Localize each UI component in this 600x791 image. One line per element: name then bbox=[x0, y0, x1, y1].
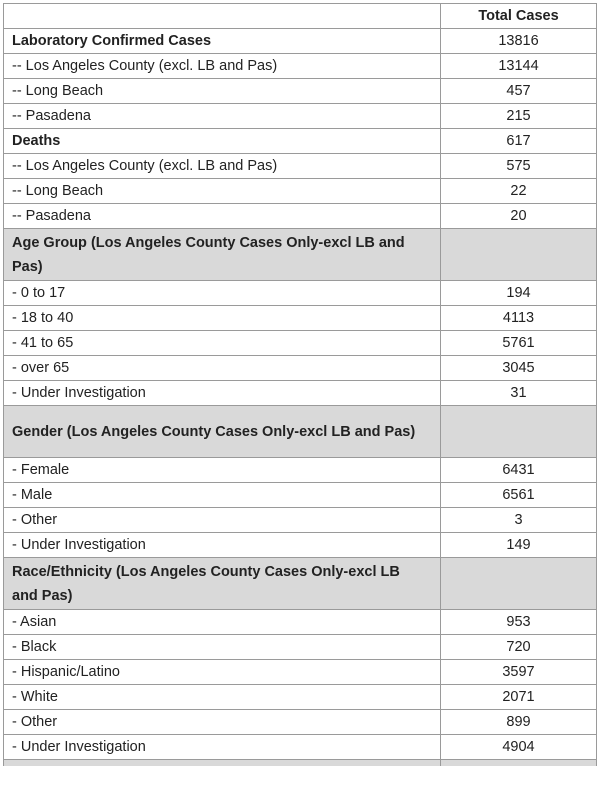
table-row bbox=[4, 154, 597, 179]
table-row bbox=[4, 179, 597, 204]
row-total-cases-value: 617 bbox=[441, 129, 597, 154]
row-label: - Under Investigation bbox=[4, 533, 441, 558]
table-row bbox=[4, 104, 597, 129]
row-total-cases-value: 953 bbox=[441, 610, 597, 635]
row-label: -- Los Angeles County (excl. LB and Pas) bbox=[4, 154, 441, 179]
row-label: - 0 to 17 bbox=[4, 281, 441, 306]
row-label: - Black bbox=[4, 635, 441, 660]
row-label: - Hispanic/Latino bbox=[4, 660, 441, 685]
row-total-cases-value: 575 bbox=[441, 154, 597, 179]
row-total-cases-value: 6561 bbox=[441, 483, 597, 508]
table-category-row bbox=[4, 129, 597, 154]
table-row bbox=[4, 533, 597, 558]
section-header-row bbox=[4, 229, 597, 281]
row-label: -- Los Angeles County (excl. LB and Pas) bbox=[4, 54, 441, 79]
section-header-label: Race/Ethnicity (Los Angeles County Cases Only-excl LB and Pas) bbox=[12, 563, 400, 604]
table-row bbox=[4, 508, 597, 533]
partial-cell bbox=[4, 760, 441, 766]
row-label: - over 65 bbox=[4, 356, 441, 381]
section-header-label: Gender (Los Angeles County Cases Only-excl LB and Pas) bbox=[12, 423, 416, 440]
table-row bbox=[4, 331, 597, 356]
table-body bbox=[4, 29, 597, 766]
row-label: - Asian bbox=[4, 610, 441, 635]
section-header-value bbox=[441, 406, 597, 458]
row-label: - Other bbox=[4, 710, 441, 735]
table-row bbox=[4, 710, 597, 735]
row-label: - Male bbox=[4, 483, 441, 508]
total-cases-table bbox=[3, 3, 597, 766]
table-row bbox=[4, 635, 597, 660]
table-row bbox=[4, 483, 597, 508]
row-total-cases-value: 3045 bbox=[441, 356, 597, 381]
row-total-cases-value: 2071 bbox=[441, 685, 597, 710]
table-row bbox=[4, 306, 597, 331]
table-row bbox=[4, 381, 597, 406]
row-total-cases-value: 457 bbox=[441, 79, 597, 104]
row-label: -- Long Beach bbox=[4, 79, 441, 104]
row-label: - Other bbox=[4, 508, 441, 533]
partial-cell bbox=[441, 760, 597, 766]
table-row bbox=[4, 281, 597, 306]
row-label: - Under Investigation bbox=[4, 735, 441, 760]
row-label: - Female bbox=[4, 458, 441, 483]
row-label: - Under Investigation bbox=[4, 381, 441, 406]
section-header-label: Age Group (Los Angeles County Cases Only-excl LB and Pas) bbox=[12, 234, 405, 275]
row-total-cases-value: 5761 bbox=[441, 331, 597, 356]
table-row bbox=[4, 204, 597, 229]
row-total-cases-value: 13144 bbox=[441, 54, 597, 79]
table-row bbox=[4, 356, 597, 381]
row-label: Deaths bbox=[4, 129, 441, 154]
table-row bbox=[4, 54, 597, 79]
table-header-row bbox=[4, 4, 597, 29]
section-header-cell bbox=[4, 229, 441, 281]
row-label: - 18 to 40 bbox=[4, 306, 441, 331]
table-category-row bbox=[4, 29, 597, 54]
table-row bbox=[4, 735, 597, 760]
row-total-cases-value: 720 bbox=[441, 635, 597, 660]
row-total-cases-value: 149 bbox=[441, 533, 597, 558]
row-total-cases-value: 194 bbox=[441, 281, 597, 306]
section-header-value bbox=[441, 558, 597, 610]
header-blank-cell bbox=[4, 4, 441, 29]
section-header-row bbox=[4, 406, 597, 458]
next-section-row-partial bbox=[4, 760, 597, 766]
row-label: -- Long Beach bbox=[4, 179, 441, 204]
row-label: - White bbox=[4, 685, 441, 710]
row-label: Laboratory Confirmed Cases bbox=[4, 29, 441, 54]
row-label: - 41 to 65 bbox=[4, 331, 441, 356]
row-total-cases-value: 215 bbox=[441, 104, 597, 129]
table-row bbox=[4, 458, 597, 483]
header-total-cases: Total Cases bbox=[441, 4, 597, 29]
row-total-cases-value: 3597 bbox=[441, 660, 597, 685]
row-total-cases-value: 6431 bbox=[441, 458, 597, 483]
row-total-cases-value: 13816 bbox=[441, 29, 597, 54]
section-header-cell bbox=[4, 406, 441, 458]
row-total-cases-value: 22 bbox=[441, 179, 597, 204]
section-header-cell bbox=[4, 558, 441, 610]
row-label: -- Pasadena bbox=[4, 204, 441, 229]
table-row bbox=[4, 610, 597, 635]
table-row bbox=[4, 685, 597, 710]
row-label: -- Pasadena bbox=[4, 104, 441, 129]
row-total-cases-value: 899 bbox=[441, 710, 597, 735]
section-header-row bbox=[4, 558, 597, 610]
row-total-cases-value: 4113 bbox=[441, 306, 597, 331]
row-total-cases-value: 4904 bbox=[441, 735, 597, 760]
table-row bbox=[4, 660, 597, 685]
row-total-cases-value: 20 bbox=[441, 204, 597, 229]
row-total-cases-value: 31 bbox=[441, 381, 597, 406]
section-header-value bbox=[441, 229, 597, 281]
table-row bbox=[4, 79, 597, 104]
row-total-cases-value: 3 bbox=[441, 508, 597, 533]
